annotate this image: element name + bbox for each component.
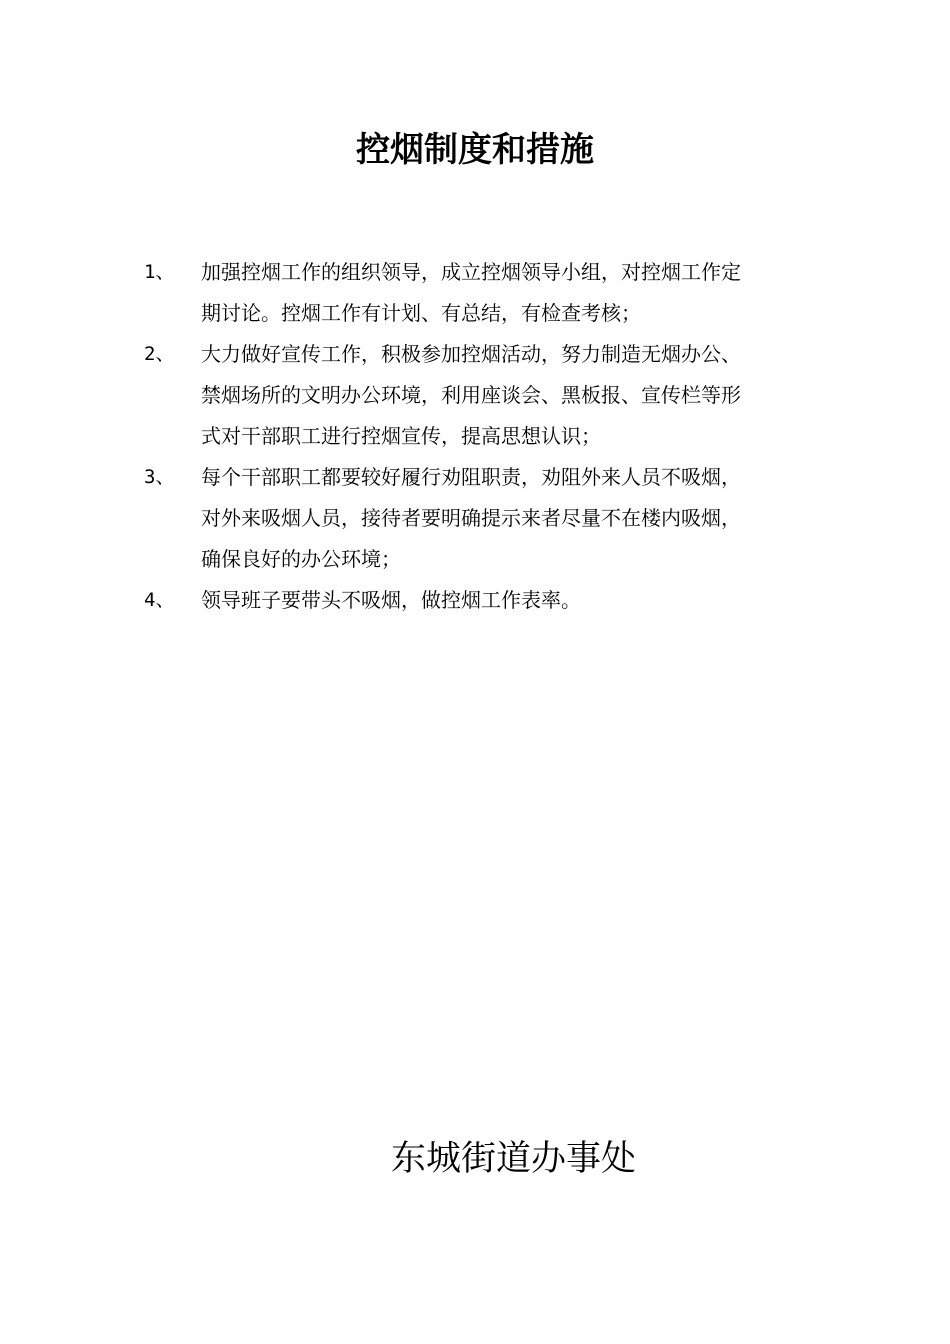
item-line: 大力做好宣传工作，积极参加控烟活动，努力制造无烟办公、	[201, 342, 741, 366]
item-number: 3、	[144, 466, 175, 488]
list-item	[144, 457, 824, 580]
item-text	[201, 457, 811, 580]
item-number: 1、	[144, 261, 175, 283]
item-line: 对外来吸烟人员，接待者要明确提示来者尽量不在楼内吸烟，	[201, 506, 741, 530]
issuer-signature: 东城街道办事处	[391, 1139, 637, 1179]
item-line: 禁烟场所的文明办公环境，利用座谈会、黑板报、宣传栏等形	[201, 383, 741, 407]
document-title: 控烟制度和措施	[356, 130, 594, 170]
item-line: 式对干部职工进行控烟宣传，提高思想认识；	[201, 424, 601, 448]
item-line: 期讨论。控烟工作有计划、有总结，有检查考核；	[201, 301, 641, 325]
measures-list	[144, 252, 824, 621]
list-item	[144, 252, 824, 334]
item-number: 4、	[144, 589, 175, 611]
item-text	[201, 580, 811, 621]
item-line: 确保良好的办公环境；	[201, 547, 401, 571]
item-number: 2、	[144, 343, 175, 365]
item-line: 领导班子要带头不吸烟，做控烟工作表率。	[201, 588, 581, 612]
item-line: 每个干部职工都要较好履行劝阻职责，劝阻外来人员不吸烟，	[201, 465, 741, 489]
list-item	[144, 580, 824, 621]
item-line: 加强控烟工作的组织领导，成立控烟领导小组，对控烟工作定	[201, 260, 741, 284]
list-item	[144, 334, 824, 457]
item-text	[201, 252, 811, 334]
item-text	[201, 334, 811, 457]
